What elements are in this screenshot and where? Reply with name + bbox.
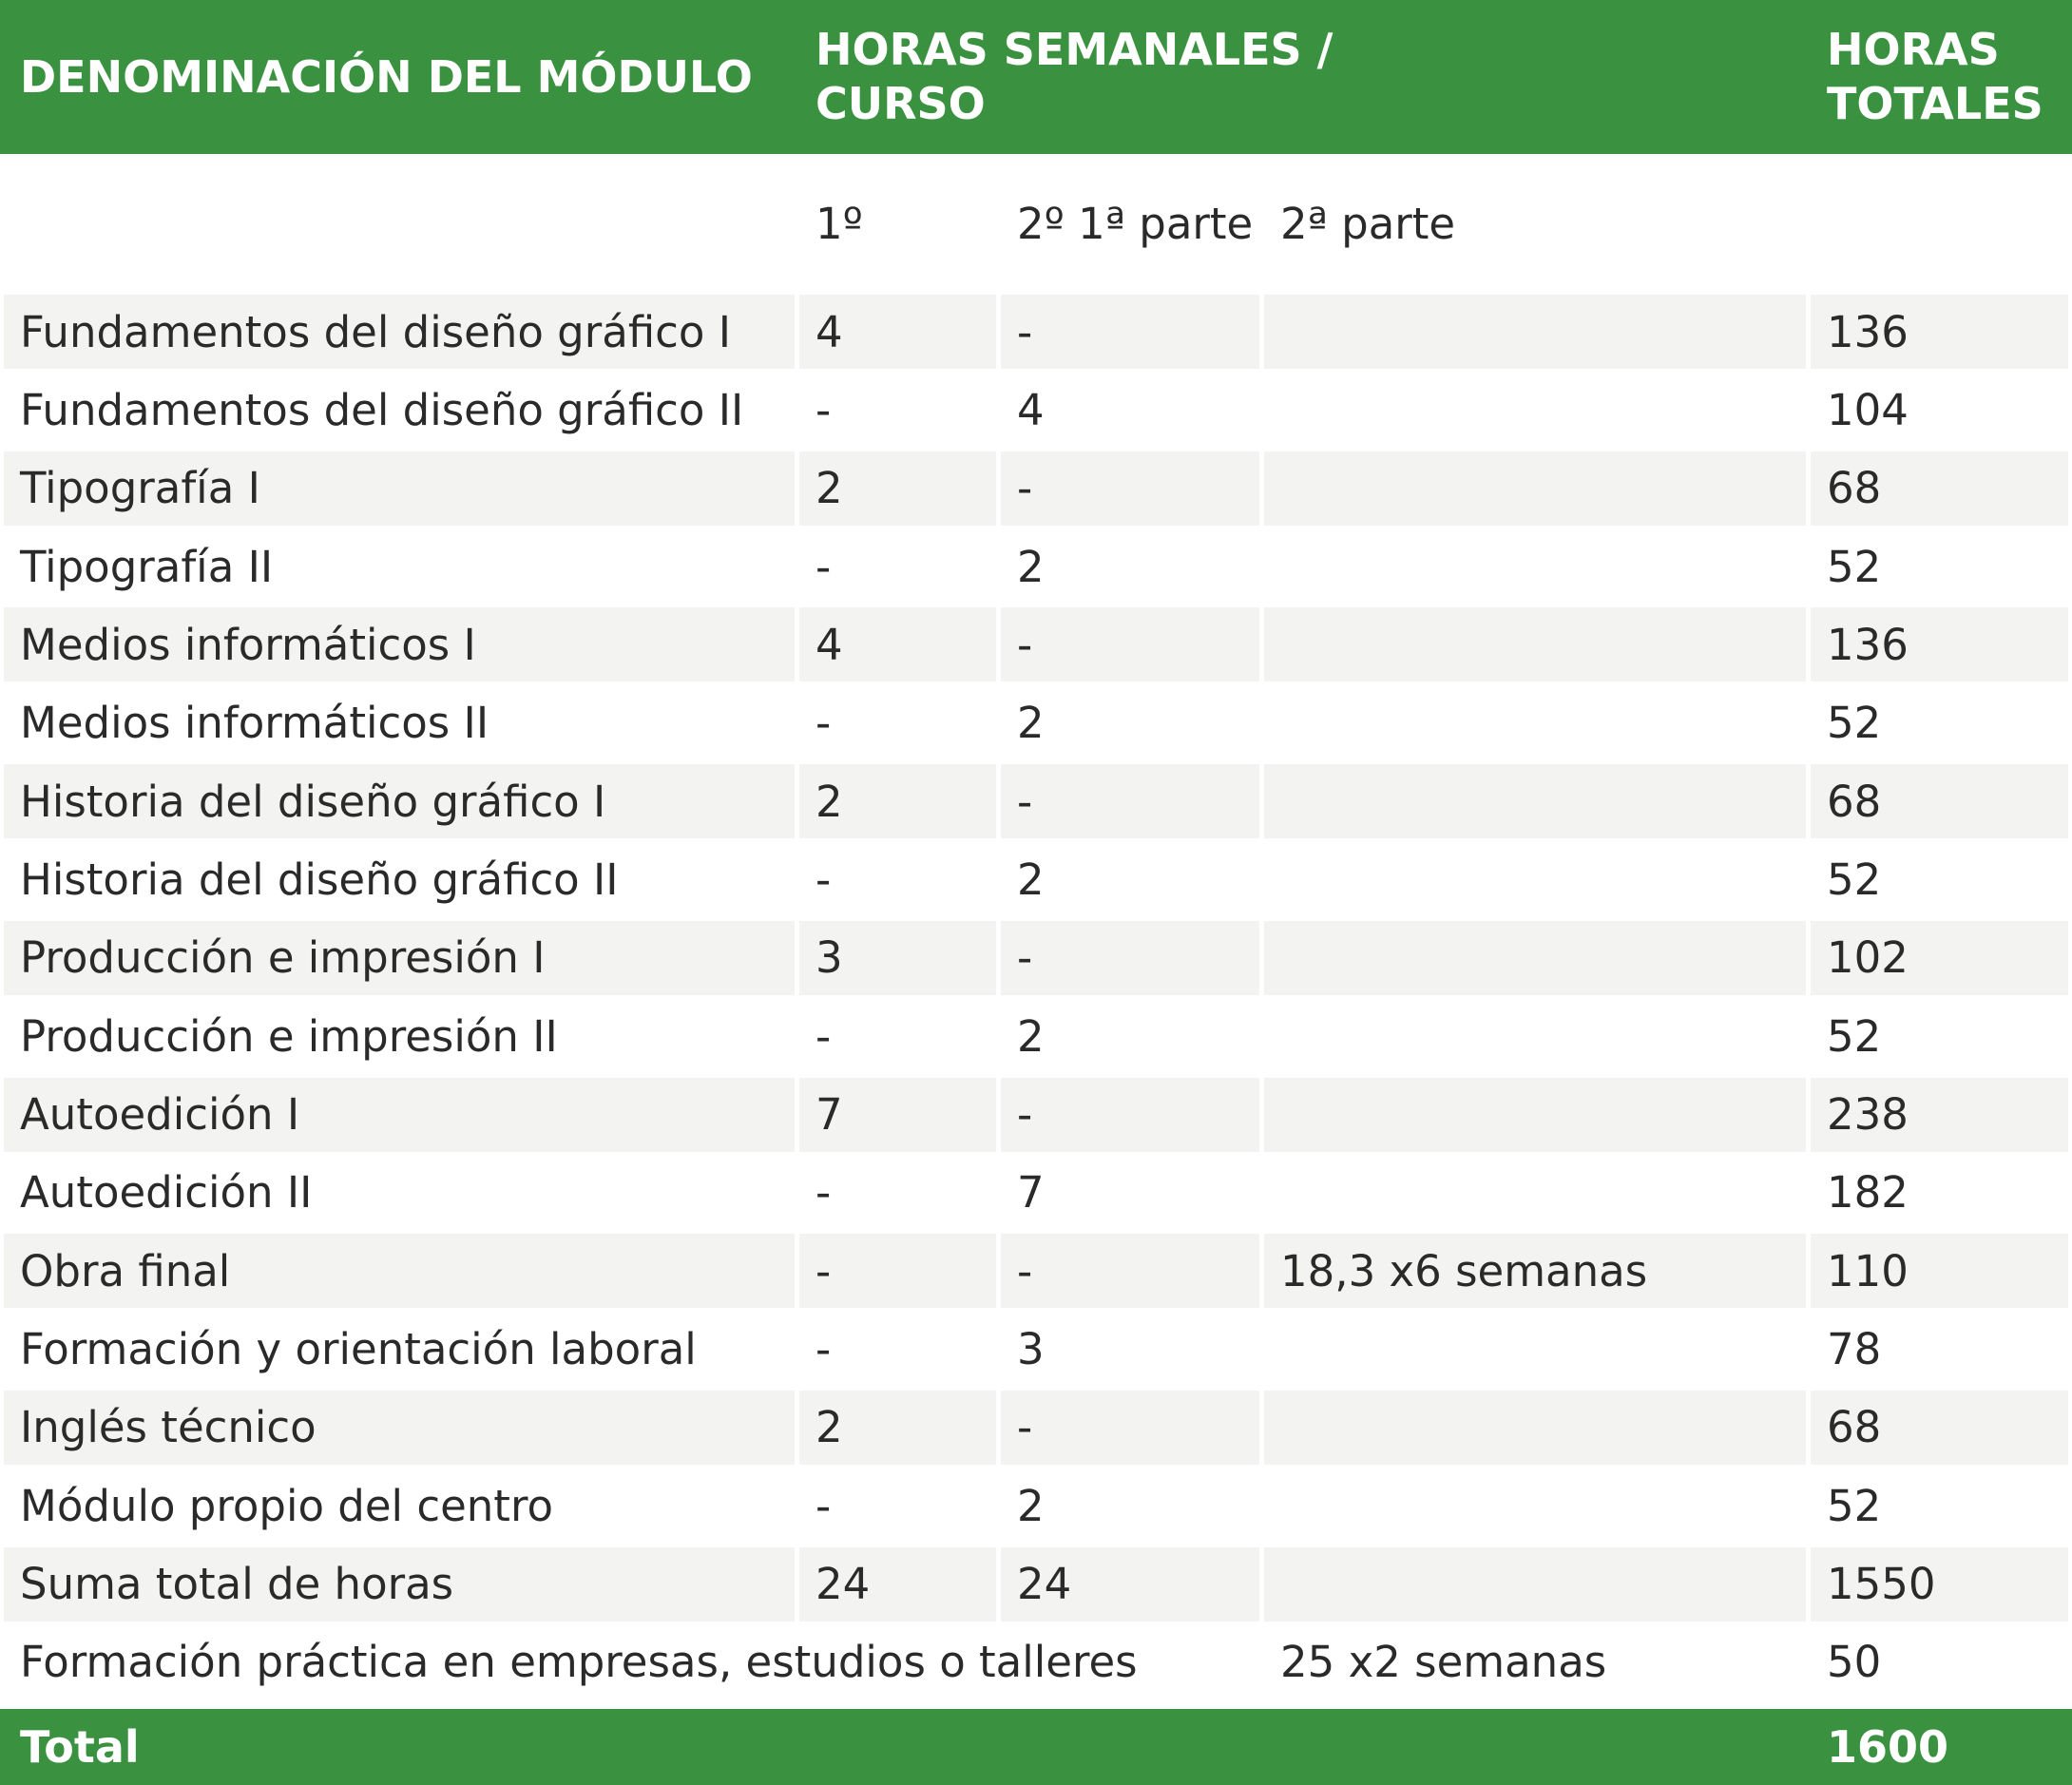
cell-module: Producción e impresión I: [4, 921, 795, 995]
cell-second-year-first-part: -: [1001, 451, 1259, 526]
cell-first-year: -: [815, 384, 832, 435]
cell-total-hours: 52: [1827, 1480, 1882, 1531]
subheader-second-year-second-part: 2ª parte: [1280, 198, 1456, 249]
cell-second-year-first-part: -: [1001, 295, 1259, 369]
cell-second-year-first-part: -: [1001, 607, 1259, 681]
cell-first-year: -: [799, 1234, 996, 1308]
cell-first-year: 24: [799, 1547, 996, 1622]
cell-second-year-first-part: -: [1001, 1391, 1259, 1465]
cell-total-hours: 238: [1811, 1078, 2068, 1152]
cell-second-year-first-part: 7: [1017, 1167, 1045, 1219]
header-module: DENOMINACIÓN DEL MÓDULO: [20, 50, 753, 103]
cell-second-year-first-part: 2: [1017, 854, 1045, 905]
cell-first-year: 7: [799, 1078, 996, 1152]
cell-second-year-second-part: [1264, 764, 1806, 838]
cell-first-year: 2: [799, 451, 996, 526]
practice-module: Formación práctica en empresas, estudios o talleres: [20, 1637, 1138, 1688]
cell-second-year-second-part: [1264, 686, 1806, 760]
subheader-second-year-first-part: 2º 1ª parte: [1017, 198, 1254, 249]
cell-second-year-second-part: [1264, 921, 1806, 995]
cell-module: Módulo propio del centro: [20, 1480, 553, 1531]
cell-first-year: 4: [799, 607, 996, 681]
cell-first-year: -: [815, 1010, 832, 1062]
cell-total-hours: 78: [1827, 1324, 1882, 1375]
cell-first-year: -: [815, 1480, 832, 1531]
cell-first-year: -: [815, 854, 832, 905]
cell-total-hours: 68: [1811, 1391, 2068, 1465]
header-total-hours: HORAS TOTALES: [1827, 24, 2043, 129]
cell-second-year-second-part: [1264, 1468, 1806, 1543]
cell-second-year-first-part: 2: [1017, 541, 1045, 592]
cell-total-hours: 136: [1811, 607, 2068, 681]
cell-second-year-first-part: -: [1001, 1078, 1259, 1152]
cell-module: Suma total de horas: [4, 1547, 795, 1622]
table-subheader: [0, 154, 2072, 293]
cell-second-year-second-part: [1264, 451, 1806, 526]
cell-second-year-second-part: [1264, 1391, 1806, 1465]
cell-second-year-second-part: [1264, 999, 1806, 1073]
cell-first-year: 3: [799, 921, 996, 995]
table-header: [0, 0, 2072, 154]
cell-second-year-first-part: 2: [1017, 1480, 1045, 1531]
cell-first-year: 2: [799, 764, 996, 838]
cell-total-hours: 52: [1827, 541, 1882, 592]
cell-first-year: 4: [799, 295, 996, 369]
cell-module: Tipografía II: [20, 541, 274, 592]
cell-total-hours: 104: [1827, 384, 1909, 435]
cell-module: Formación y orientación laboral: [20, 1324, 697, 1375]
cell-total-hours: 110: [1811, 1234, 2068, 1308]
cell-second-year-first-part: -: [1001, 921, 1259, 995]
cell-second-year-first-part: 24: [1001, 1547, 1259, 1622]
cell-module: Tipografía I: [4, 451, 795, 526]
cell-second-year-second-part: [1264, 607, 1806, 681]
cell-second-year-first-part: -: [1001, 1234, 1259, 1308]
practice-second-part: 25 x2 semanas: [1280, 1637, 1607, 1688]
header-weekly-hours: HORAS SEMANALES / CURSO: [815, 24, 1333, 129]
cell-second-year-first-part: -: [1001, 764, 1259, 838]
cell-module: Medios informáticos II: [20, 698, 489, 749]
cell-second-year-second-part: [1264, 1156, 1806, 1230]
cell-module: Autoedición I: [4, 1078, 795, 1152]
cell-second-year-first-part: 2: [1017, 1010, 1045, 1062]
cell-module: Obra final: [4, 1234, 795, 1308]
cell-module: Autoedición II: [20, 1167, 313, 1219]
cell-total-hours: 182: [1827, 1167, 1909, 1219]
cell-second-year-first-part: 3: [1017, 1324, 1045, 1375]
cell-second-year-second-part: [1264, 842, 1806, 916]
cell-second-year-second-part: [1264, 1078, 1806, 1152]
cell-second-year-second-part: [1264, 529, 1806, 604]
cell-module: Producción e impresión II: [20, 1010, 558, 1062]
cell-total-hours: 52: [1827, 854, 1882, 905]
total-label: Total: [20, 1720, 140, 1773]
cell-total-hours: 52: [1827, 698, 1882, 749]
cell-second-year-second-part: [1264, 1547, 1806, 1622]
cell-second-year-second-part: [1264, 1313, 1806, 1387]
total-value: 1600: [1827, 1720, 1949, 1773]
cell-total-hours: 68: [1811, 764, 2068, 838]
cell-module: Medios informáticos I: [4, 607, 795, 681]
practice-total: 50: [1827, 1637, 1882, 1688]
cell-module: Historia del diseño gráfico I: [4, 764, 795, 838]
cell-module: Historia del diseño gráfico II: [20, 854, 619, 905]
cell-second-year-first-part: 4: [1017, 384, 1045, 435]
cell-total-hours: 1550: [1811, 1547, 2068, 1622]
cell-first-year: -: [815, 1167, 832, 1219]
total-row: [0, 1709, 2072, 1785]
cell-module: Fundamentos del diseño gráfico II: [20, 384, 744, 435]
cell-total-hours: 68: [1811, 451, 2068, 526]
cell-first-year: -: [815, 698, 832, 749]
cell-first-year: 2: [799, 1391, 996, 1465]
subheader-first-year: 1º: [815, 198, 863, 249]
cell-module: Fundamentos del diseño gráfico I: [4, 295, 795, 369]
cell-total-hours: 136: [1811, 295, 2068, 369]
cell-second-year-first-part: 2: [1017, 698, 1045, 749]
cell-first-year: -: [815, 1324, 832, 1375]
cell-second-year-second-part: [1264, 373, 1806, 447]
cell-total-hours: 102: [1811, 921, 2068, 995]
cell-total-hours: 52: [1827, 1010, 1882, 1062]
cell-second-year-second-part: [1264, 295, 1806, 369]
cell-module: Inglés técnico: [4, 1391, 795, 1465]
cell-first-year: -: [815, 541, 832, 592]
cell-second-year-second-part: 18,3 x6 semanas: [1264, 1234, 1806, 1308]
